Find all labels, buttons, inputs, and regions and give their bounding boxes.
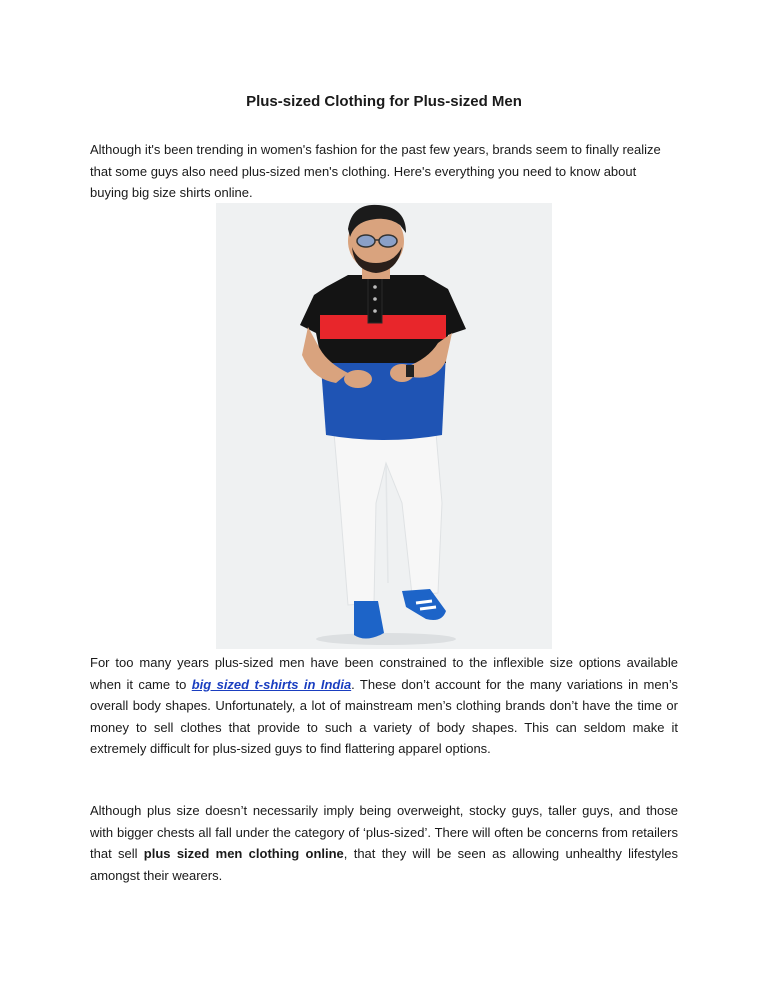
- paragraph-3-text-end: , that they will be seen as allowing unhealthy lifestyles amongst their wearers.: [90, 846, 678, 883]
- man-in-polo-illustration: [216, 203, 552, 649]
- paragraph-2-text-start: For too many years plus-sized men have been constrained to the inflexible size options available when it came to: [90, 655, 678, 692]
- big-sized-tshirts-link[interactable]: big sized t-shirts in India: [191, 676, 352, 692]
- intro-paragraph: Although it's been trending in women's fashion for the past few years, brands seem to finally realize that some guys also need plus-sized men's clothing. Here's everything you need to know about buying big size shirts online.: [90, 142, 661, 200]
- paragraph-2-text-end: . These don’t account for the many variations in men’s overall body shapes. Unfortunately, a lot of mainstream men’s clothing brands don’t have the time or money to sell clothes that provide to such a variety of body shapes. This can seldom make it extremely difficult for plus-sized guys to find flattering apparel options.: [90, 676, 679, 756]
- bold-keyword: plus sized men clothing online: [143, 846, 344, 861]
- product-photo: [216, 203, 552, 649]
- paragraph-3-text-start: Although plus size doesn’t necessarily imply being overweight, stocky guys, taller guys, and those with bigger chests all fall under the category of ‘plus-sized’. There will often be concerns from retailers that sell: [90, 803, 678, 861]
- document-title: Plus-sized Clothing for Plus-sized Men: [246, 93, 522, 110]
- body-paragraph-3: [90, 800, 678, 886]
- body-paragraph-2: [90, 652, 678, 760]
